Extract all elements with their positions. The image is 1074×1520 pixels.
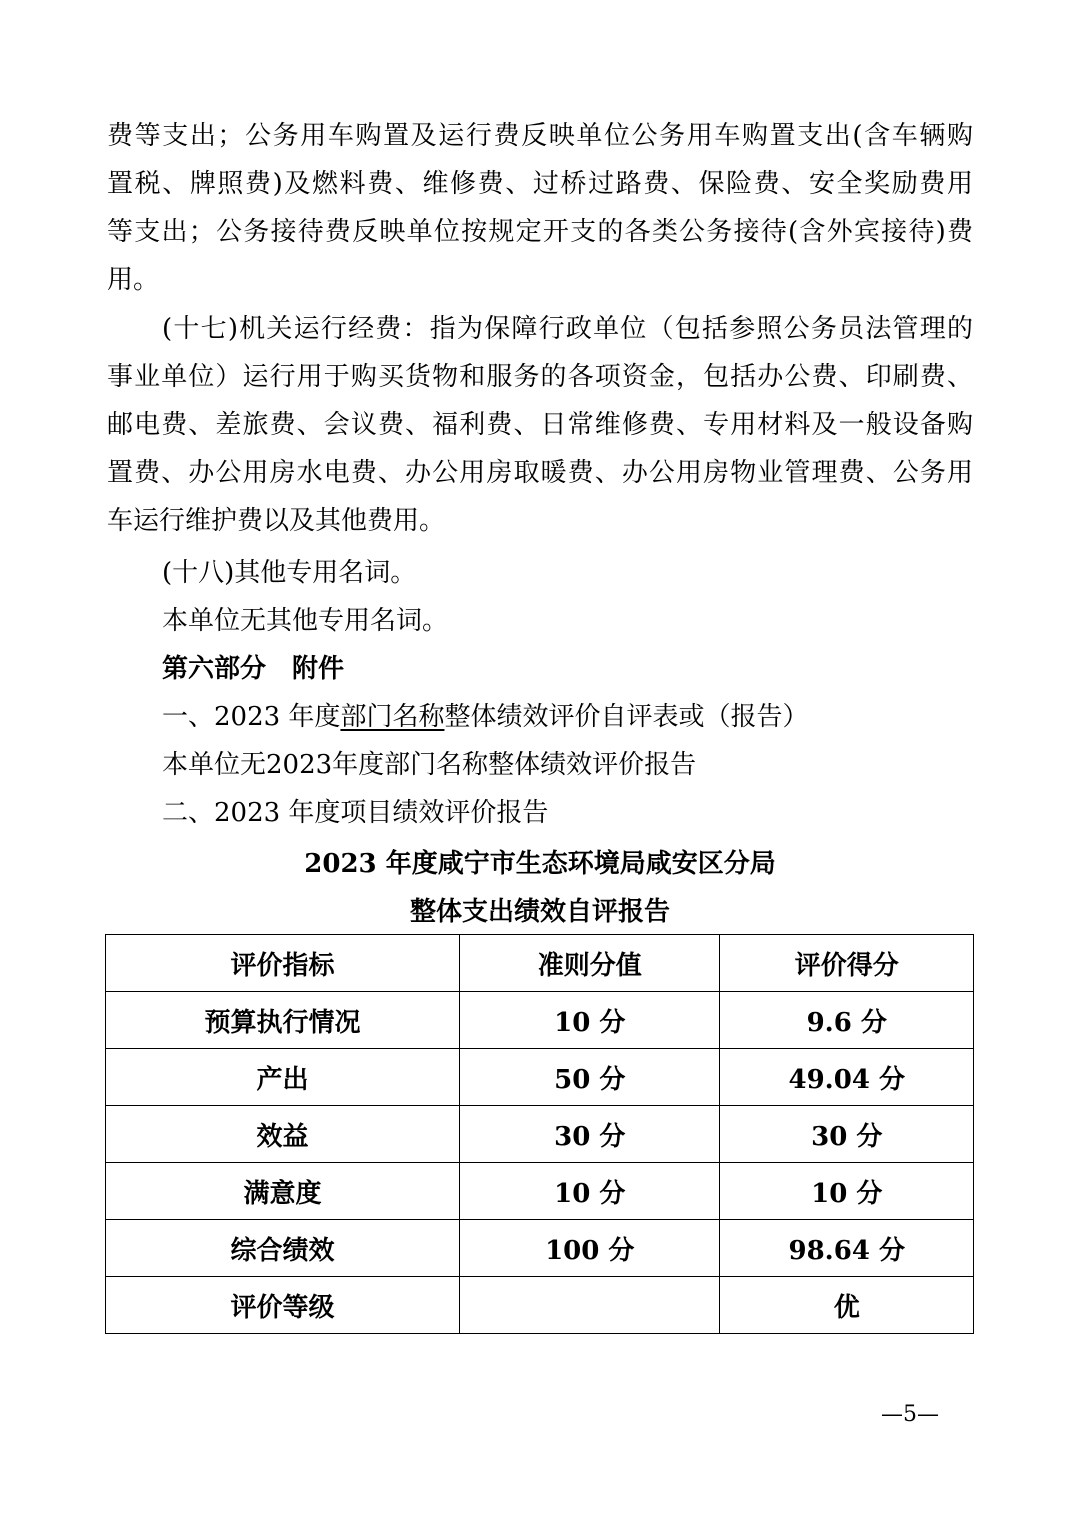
table-cell: 10 分 [460,1163,720,1220]
table-cell: 评价等级 [106,1277,460,1334]
table-cell: 49.04 分 [720,1049,974,1106]
page-number: —5— [881,1402,939,1427]
paragraph-2-line-2: 事业单位）运行用于购买货物和服务的各项资金，包括办公费、印刷费、 [107,362,973,392]
section-heading: 第六部分 附件 [162,654,345,684]
table-header-cell: 评价得分 [720,935,974,992]
paragraph-2-line-4: 置费、办公用房水电费、办公用房取暖费、办公用房物业管理费、公务用 [107,458,973,488]
table-cell: 10 分 [460,992,720,1049]
table-cell: 产出 [106,1049,460,1106]
table-row [106,992,974,1049]
paragraph-1-line-4: 用。 [107,265,160,295]
table-header-cell: 准则分值 [460,935,720,992]
table-row [106,1277,974,1334]
attachment-1-note: 本单位无2023年度部门名称整体绩效评价报告 [162,750,697,780]
table-cell: 满意度 [106,1163,460,1220]
item-18: (十八)其他专用名词。 [162,558,417,588]
table-header-cell: 评价指标 [106,935,460,992]
table-cell: 98.64 分 [720,1220,974,1277]
table-cell: 30 分 [720,1106,974,1163]
table-cell [460,1277,720,1334]
paragraph-1-line-3: 等支出；公务接待费反映单位按规定开支的各类公务接待(含外宾接待)费 [107,217,973,247]
table-cell: 30 分 [460,1106,720,1163]
item-18-note: 本单位无其他专用名词。 [162,606,449,636]
attachment-2: 二、2023 年度项目绩效评价报告 [162,798,549,828]
table-row [106,1220,974,1277]
performance-table [105,934,974,1334]
paragraph-1-line-2: 置税、牌照费)及燃料费、维修费、过桥过路费、保险费、安全奖励费用 [107,169,973,199]
report-title-line-1: 2023 年度咸宁市生态环境局咸安区分局 [304,849,776,879]
table-cell: 100 分 [460,1220,720,1277]
paragraph-2-line-3: 邮电费、差旅费、会议费、福利费、日常维修费、专用材料及一般设备购 [107,410,973,440]
table-row [106,1049,974,1106]
paragraph-1-line-1: 费等支出；公务用车购置及运行费反映单位公务用车购置支出(含车辆购 [107,121,973,151]
table-cell: 10 分 [720,1163,974,1220]
paragraph-2-line-1: (十七)机关运行经费：指为保障行政单位（包括参照公务员法管理的 [162,314,973,344]
paragraph-2-line-5: 车运行维护费以及其他费用。 [107,506,446,536]
report-title-line-2: 整体支出绩效自评报告 [409,897,670,927]
attachment-1 [162,693,973,741]
table-cell: 综合绩效 [106,1220,460,1277]
table-row [106,1106,974,1163]
table-cell: 预算执行情况 [106,992,460,1049]
table-cell: 9.6 分 [720,992,974,1049]
table-cell: 优 [720,1277,974,1334]
attachment-1-suffix: 整体绩效评价自评表或（报告） [444,702,809,732]
table-cell: 效益 [106,1106,460,1163]
table-cell: 50 分 [460,1049,720,1106]
table-row [106,1163,974,1220]
attachment-1-underlined: 部门名称 [340,702,445,732]
table-header-row [106,935,974,992]
attachment-1-prefix: 一、2023 年度 [162,702,341,732]
